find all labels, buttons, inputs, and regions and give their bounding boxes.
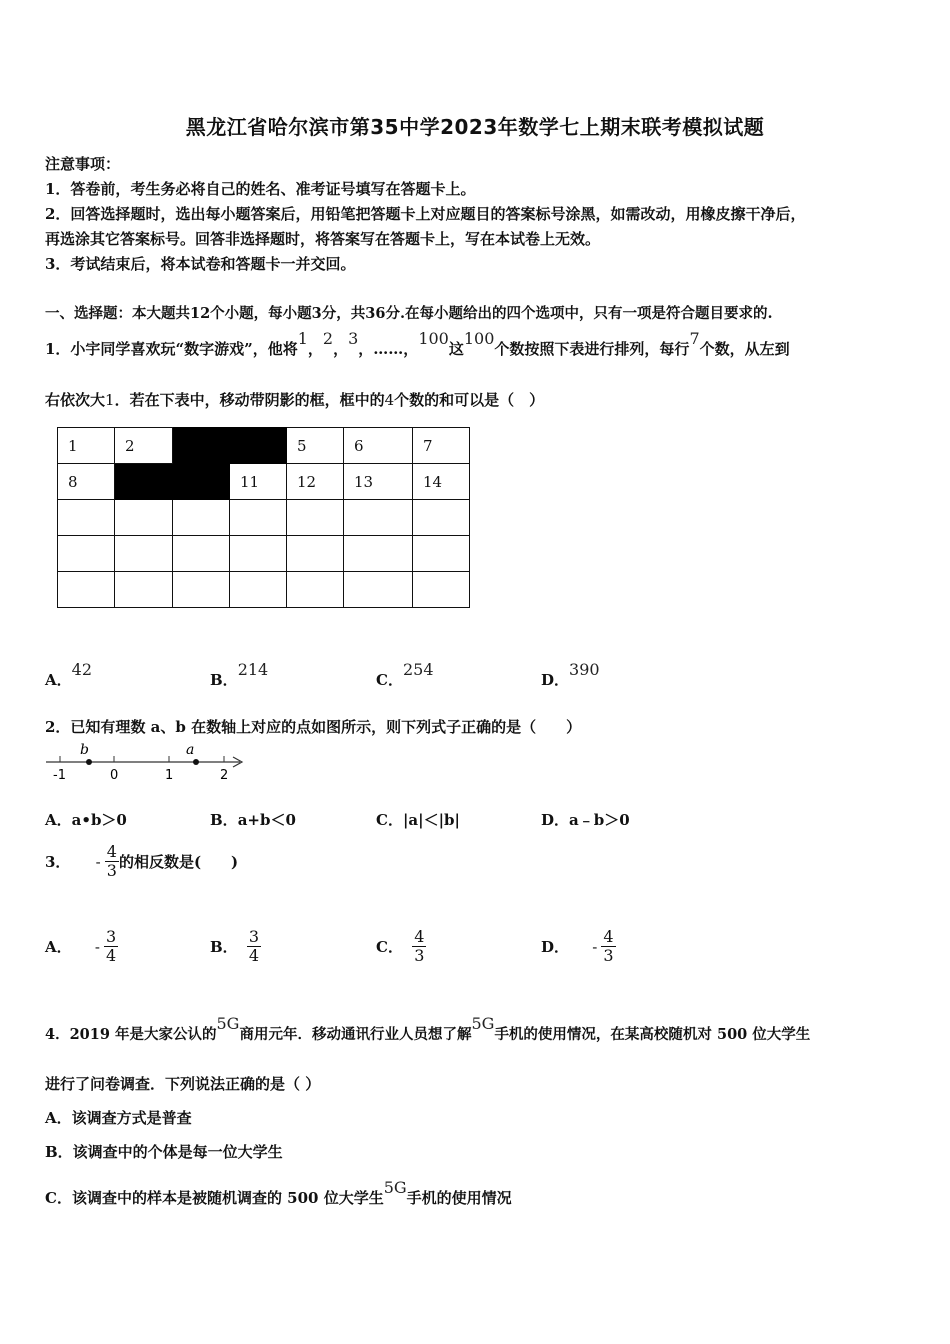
q1-option-a[interactable] <box>45 660 92 690</box>
table-cell <box>287 500 344 536</box>
table-cell: 8 <box>58 464 115 500</box>
table-cell: 14 <box>413 464 470 500</box>
page-title: 黑龙江省哈尔滨市第35中学2023年数学七上期末联考模拟试题 <box>185 115 765 139</box>
shaded-cell <box>173 428 230 464</box>
fraction-denominator: 3 <box>106 861 117 880</box>
option-neg-sign: - <box>592 937 598 956</box>
fraction-denominator: 4 <box>105 946 117 965</box>
fraction-denominator: 3 <box>414 946 425 965</box>
q1-line2-c: 个数的和可以是（ ） <box>394 391 545 409</box>
table-cell <box>58 500 115 536</box>
fraction-numerator: 4 <box>414 927 425 946</box>
tick-label: 0 <box>110 768 119 783</box>
section-heading: 一、选择题：本大题共12个小题，每小题3分，共36分.在每小题给出的四个选项中，只有一项是符合题目要求的. <box>45 305 773 322</box>
table-cell <box>173 572 230 608</box>
option-value: a+b＜0 <box>237 811 296 829</box>
q4-text-c: 手机的使用情况，在某高校随机对 500 位大学生 <box>494 1026 811 1043</box>
option-fraction <box>247 928 261 965</box>
option-label: D． <box>541 671 570 689</box>
q4-optc-text-a: C．该调查中的样本是被随机调查的 500 位大学生 <box>45 1189 384 1207</box>
q4-option-a[interactable]: A．该调查方式是普查 <box>45 1109 192 1127</box>
fraction-denominator: 3 <box>603 946 614 965</box>
table-cell: 12 <box>287 464 344 500</box>
option-label: B． <box>210 671 238 689</box>
q4-option-b[interactable]: B．该调查中的个体是每一位大学生 <box>45 1143 283 1161</box>
q1-option-c[interactable] <box>376 660 434 690</box>
table-cell <box>413 572 470 608</box>
shaded-cell <box>230 428 287 464</box>
option-value: 254 <box>402 660 434 679</box>
table-cell <box>115 500 173 536</box>
option-value: 42 <box>71 660 92 679</box>
option-value: a﹣b＞0 <box>569 811 630 829</box>
q4-line-2: 进行了问卷调查．下列说法正确的是（ ） <box>45 1075 321 1093</box>
tick-label: 2 <box>220 768 229 783</box>
table-cell <box>287 536 344 572</box>
option-fraction <box>601 928 615 965</box>
table-row <box>58 428 470 464</box>
q3-stem <box>45 843 238 880</box>
q4-line-1 <box>45 1014 811 1044</box>
option-label: B． <box>210 938 238 956</box>
q3-option-a[interactable] <box>45 928 118 965</box>
table-cell <box>173 500 230 536</box>
q3-option-d[interactable] <box>541 928 616 965</box>
q1-n2: 2 <box>322 329 334 348</box>
table-cell: 7 <box>413 428 470 464</box>
q4-5g-1: 5G <box>216 1014 240 1033</box>
table-cell <box>115 536 173 572</box>
q4-optc-5g: 5G <box>383 1178 407 1197</box>
option-label: C． <box>376 671 403 689</box>
q1-zhe: 这 <box>448 340 464 358</box>
q1-n100b: 100 <box>463 329 495 348</box>
option-value: |a|＜|b| <box>402 811 460 829</box>
shaded-cell <box>115 464 173 500</box>
table-cell <box>413 536 470 572</box>
option-label: C． <box>376 938 403 956</box>
table-cell <box>344 500 413 536</box>
option-label: A． <box>45 671 72 689</box>
q1-sep: ， <box>307 340 323 358</box>
table-cell: 5 <box>287 428 344 464</box>
table-cell <box>173 536 230 572</box>
option-label: B． <box>210 811 238 829</box>
q1-text-b: 个数按照下表进行排列，每行 <box>494 340 690 358</box>
q4-text-b: 商用元年．移动通讯行业人员想了解 <box>239 1026 472 1043</box>
fraction-numerator: 3 <box>105 927 117 946</box>
point-b-label: b <box>80 742 89 758</box>
table-cell: 6 <box>344 428 413 464</box>
fraction-numerator: 4 <box>106 842 117 861</box>
table-cell <box>413 500 470 536</box>
table-cell <box>58 572 115 608</box>
q2-option-d[interactable] <box>541 809 630 830</box>
q3-number: 3． <box>45 853 71 871</box>
table-row <box>58 536 470 572</box>
notes-item-2a: 2．回答选择题时，选出每小题答案后，用铅笔把答题卡上对应题目的答案标号涂黑，如需改动，用橡皮擦干净后， <box>45 205 806 223</box>
fraction-numerator: 3 <box>248 927 260 946</box>
q3-fraction <box>105 843 119 880</box>
option-value: 214 <box>237 660 269 679</box>
q3-option-c[interactable] <box>376 928 426 965</box>
table-cell: 1 <box>58 428 115 464</box>
q1-line-2 <box>45 389 544 410</box>
q1-n1: 1 <box>297 329 308 348</box>
option-label: D． <box>541 811 570 829</box>
table-cell: 2 <box>115 428 173 464</box>
q3-option-b[interactable] <box>210 928 261 965</box>
q2-text: 2．已知有理数 a、b 在数轴上对应的点如图所示，则下列式子正确的是（ ） <box>45 718 582 736</box>
tick-label: 1 <box>165 768 174 783</box>
notes-item-1: 1．答卷前，考生务必将自己的姓名、准考证号填写在答题卡上。 <box>45 180 476 198</box>
q1-line2-b: ．若在下表中，移动带阴影的框，框中的 <box>114 391 385 409</box>
table-row <box>58 464 470 500</box>
q4-5g-2: 5G <box>471 1014 495 1033</box>
q2-option-c[interactable] <box>376 809 460 830</box>
q1-n7: 7 <box>689 329 700 348</box>
table-cell <box>230 536 287 572</box>
point-b-dot <box>86 759 92 765</box>
table-cell <box>344 536 413 572</box>
q3-text: 的相反数是( ) <box>118 853 239 871</box>
q4-text-a: 4．2019 年是大家公认的 <box>45 1026 217 1043</box>
q1-text-a: 1．小宇同学喜欢玩“数字游戏”，他将 <box>45 340 298 358</box>
fraction-denominator: 4 <box>248 946 260 965</box>
q2-option-b[interactable] <box>210 809 296 830</box>
q1-option-b[interactable] <box>210 660 269 690</box>
q4-optc-text-b: 手机的使用情况 <box>406 1189 512 1207</box>
q1-line2-n: 1 <box>105 391 115 409</box>
q1-option-d[interactable] <box>541 660 600 690</box>
q4-option-c[interactable] <box>45 1178 512 1208</box>
point-a-label: a <box>186 742 195 758</box>
option-value: 390 <box>569 660 600 679</box>
q1-sep: ， <box>333 340 349 358</box>
option-label: C． <box>376 811 403 829</box>
q1-line2-a: 右依次大 <box>45 391 106 409</box>
q3-neg-sign: - <box>95 852 101 871</box>
point-a-dot <box>193 759 199 765</box>
q2-option-a[interactable] <box>45 809 127 830</box>
option-label: A． <box>45 938 72 956</box>
q1-n100a: 100 <box>418 329 449 348</box>
table-cell <box>115 572 173 608</box>
table-cell <box>287 572 344 608</box>
table-cell <box>344 572 413 608</box>
table-row <box>58 500 470 536</box>
table-cell <box>230 500 287 536</box>
table-cell <box>230 572 287 608</box>
option-label: A． <box>45 811 72 829</box>
option-fraction <box>104 928 118 965</box>
number-line <box>44 740 250 784</box>
table-cell: 13 <box>344 464 413 500</box>
notes-item-3: 3．考试结束后，将本试卷和答题卡一并交回。 <box>45 255 356 273</box>
q1-line-1 <box>45 329 790 359</box>
notes-item-2b: 再选涂其它答案标号。回答非选择题时，将答案写在答题卡上，写在本试卷上无效。 <box>45 230 601 248</box>
q1-text-c: 个数，从左到 <box>699 340 790 358</box>
option-fraction <box>412 928 426 965</box>
shaded-cell <box>173 464 230 500</box>
number-table <box>57 427 470 608</box>
tick-label: -1 <box>53 768 66 783</box>
q1-n3: 3 <box>348 329 359 348</box>
fraction-numerator: 4 <box>603 927 614 946</box>
q1-line2-n4: 4 <box>384 391 395 409</box>
table-row <box>58 572 470 608</box>
q1-dots: ，……， <box>358 340 419 358</box>
option-label: D． <box>541 938 570 956</box>
notes-heading: 注意事项： <box>45 155 121 173</box>
option-neg-sign: - <box>94 937 100 956</box>
table-cell <box>58 536 115 572</box>
option-value: a•b＞0 <box>71 811 127 829</box>
table-cell: 11 <box>230 464 287 500</box>
